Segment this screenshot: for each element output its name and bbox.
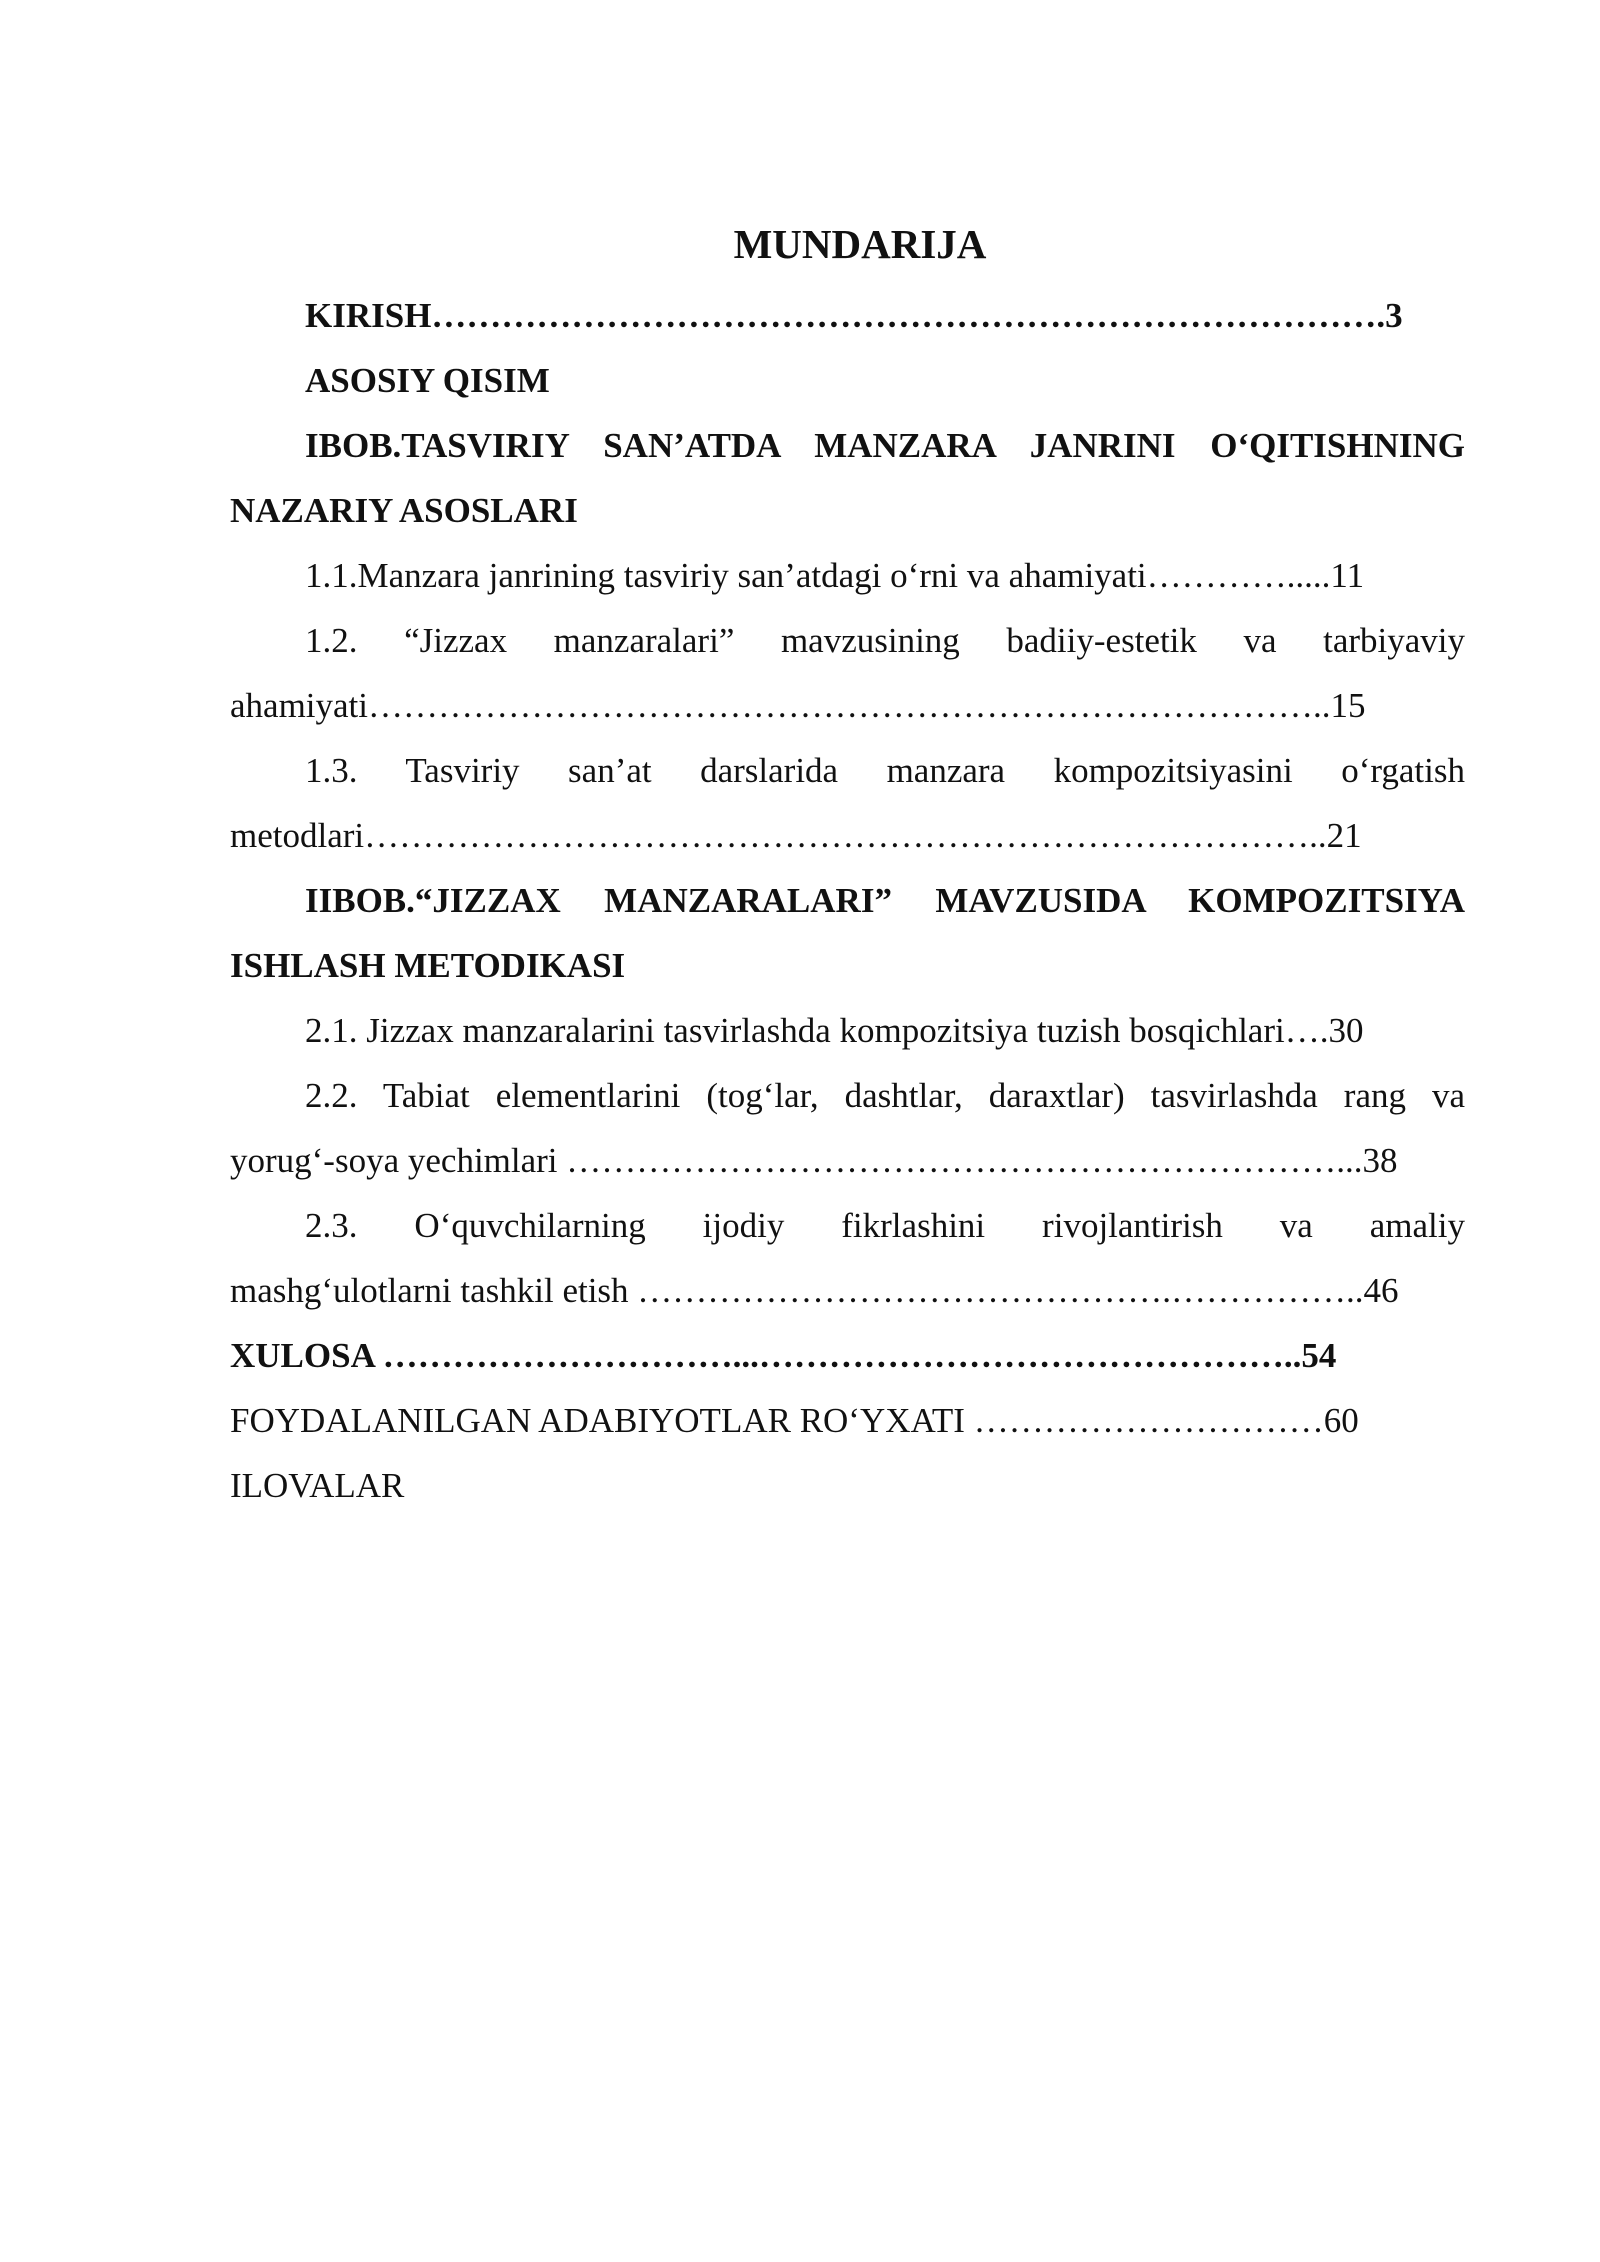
toc-entry-1-3-cont: metodlari………………………………………………………………………..21 [230, 816, 1362, 855]
toc-entry-2-3: 2.3. O‘quvchilarning ijodiy fikrlashini rivojlantirish va amaliy [305, 1206, 1465, 1245]
toc-entry-2-3-cont: mashg‘ulotlarni tashkil etish ……………………………………….……………..46 [230, 1271, 1399, 1310]
toc-entry-2-1: 2.1. Jizzax manzaralarini tasvirlashda kompozitsiya tuzish bosqichlari….30 [305, 1011, 1364, 1050]
toc-entry-1-1: 1.1.Manzara janrining tasviriy san’atdagi o‘rni va ahamiyati………….....11 [305, 556, 1365, 595]
toc-entry-2-2: 2.2. Tabiat elementlarini (tog‘lar, dashtlar, daraxtlar) tasvirlashda rang va [305, 1076, 1465, 1115]
toc-entry-chapter-1-cont: NAZARIY ASOSLARI [230, 491, 578, 530]
toc-entry-1-2-cont: ahamiyati………………………………………………………………………..15 [230, 686, 1366, 725]
toc-entry-xulosa: XULOSA …………………………...………………………………………..54 [230, 1336, 1337, 1375]
toc-entry-asosiy-qism: ASOSIY QISIM [305, 361, 550, 400]
toc-entry-2-2-cont: yorug‘-soya yechimlari …………………………………………………………...38 [230, 1141, 1398, 1180]
toc-entry-chapter-1: IBOB.TASVIRIY SAN’ATDA MANZARA JANRINI O‘QITISHNING [305, 426, 1465, 465]
toc-entry-ilovalar: ILOVALAR [230, 1466, 405, 1505]
toc-entry-chapter-2-cont: ISHLASH METODIKASI [230, 946, 626, 985]
toc-entry-1-2: 1.2. “Jizzax manzaralari” mavzusining badiiy-estetik va tarbiyaviy [305, 621, 1465, 660]
toc-entry-kirish: KIRISH……………………………………………………………………….3 [305, 296, 1403, 335]
toc-entry-chapter-2: IIBOB.“JIZZAX MANZARALARI” MAVZUSIDA KOMPOZITSIYA [305, 881, 1465, 920]
toc-title: MUNDARIJA [733, 221, 987, 267]
toc-entry-adabiyotlar: FOYDALANILGAN ADABIYOTLAR RO‘YXATI …………………………60 [230, 1401, 1359, 1440]
toc-entry-1-3: 1.3. Tasviriy san’at darslarida manzara kompozitsiyasini o‘rgatish [305, 751, 1465, 790]
